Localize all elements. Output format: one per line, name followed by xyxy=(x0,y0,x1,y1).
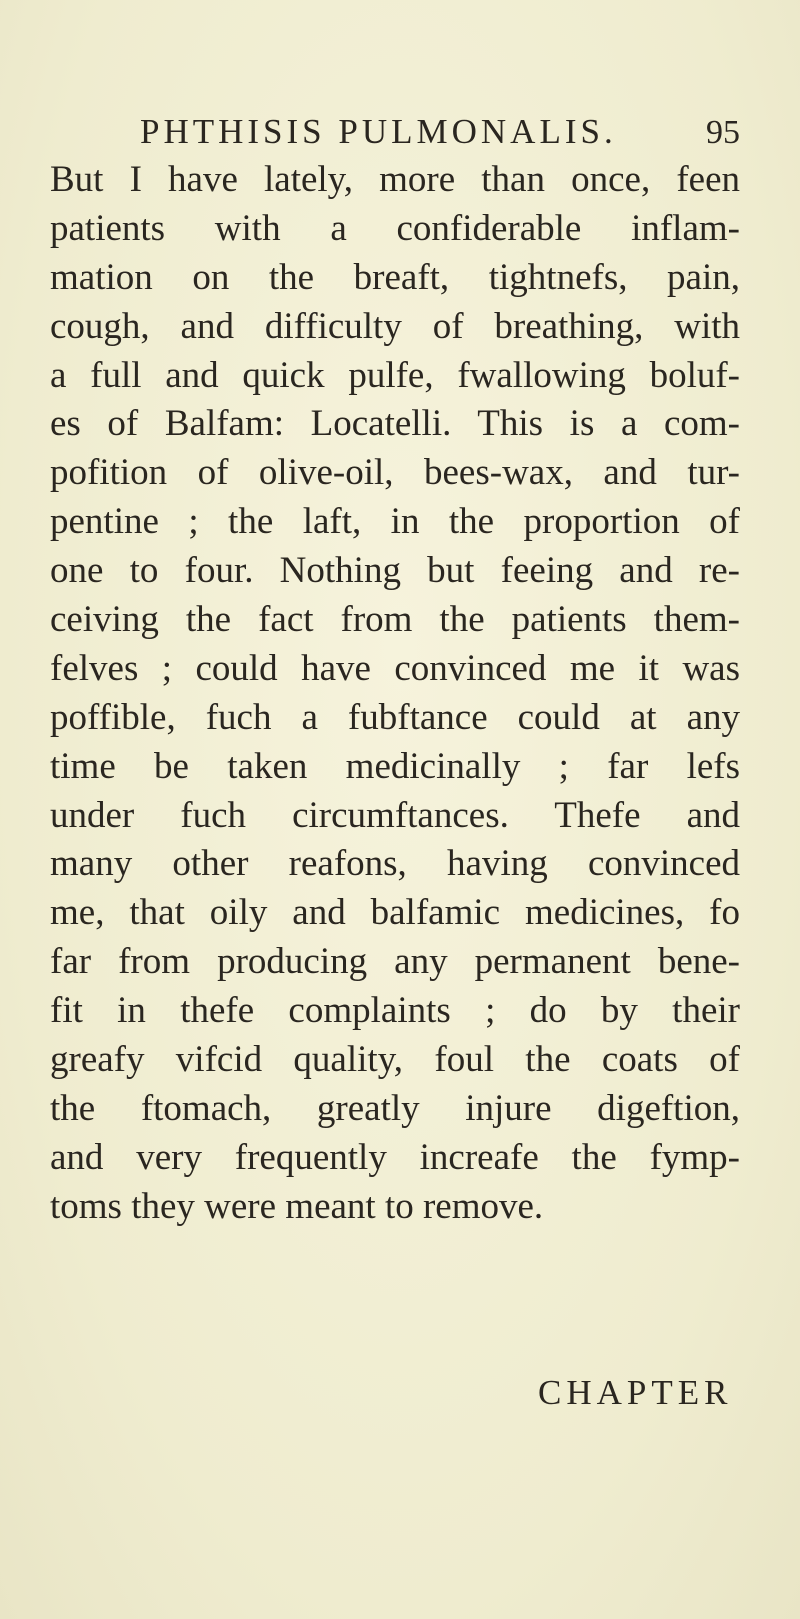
text-line: toms they were meant to remove. xyxy=(50,1185,544,1227)
text-line: felves ; could have convinced me it was xyxy=(50,647,740,689)
text-line: But I have lately, more than once, feen xyxy=(50,159,740,200)
text-line: fit in thefe complaints ; do by their xyxy=(50,990,740,1032)
text-line: cough, and difficulty of breathing, with xyxy=(50,305,740,347)
text-line: under fuch circumftances. Thefe and xyxy=(50,794,740,836)
text-line: pentine ; the laft, in the proportion of xyxy=(50,501,740,543)
text-line: poffible, fuch a fubftance could at any xyxy=(50,696,740,738)
text-line: greafy vifcid quality, foul the coats of xyxy=(50,1039,740,1081)
running-head-title: PHTHISIS PULMONALIS. xyxy=(140,112,617,151)
text-line: es of Balfam: Locatelli. This is a com- xyxy=(50,403,740,445)
text-line: pofition of olive-oil, bees-wax, and tur- xyxy=(50,452,740,494)
text-line: far from producing any permanent bene- xyxy=(50,941,740,983)
text-line: patients with a confiderable inflam- xyxy=(50,207,740,249)
catchword: CHAPTER xyxy=(538,1373,733,1412)
body-text xyxy=(50,156,740,1232)
text-line: a full and quick pulfe, fwallowing boluf- xyxy=(50,354,740,396)
text-line: time be taken medicinally ; far lefs xyxy=(50,745,740,787)
text-line: many other reafons, having convinced xyxy=(50,843,740,885)
text-line: one to four. Nothing but feeing and re- xyxy=(50,550,740,592)
text-line: ceiving the fact from the patients them- xyxy=(50,599,740,641)
text-line: mation on the breaft, tightnefs, pain, xyxy=(50,256,740,298)
text-line: me, that oily and balfamic medicines, fo xyxy=(50,892,740,934)
page-number: 95 xyxy=(706,114,740,151)
text-line: and very frequently increafe the fymp- xyxy=(50,1136,740,1178)
running-head xyxy=(140,100,740,160)
text-line: the ftomach, greatly injure digeftion, xyxy=(50,1087,740,1129)
